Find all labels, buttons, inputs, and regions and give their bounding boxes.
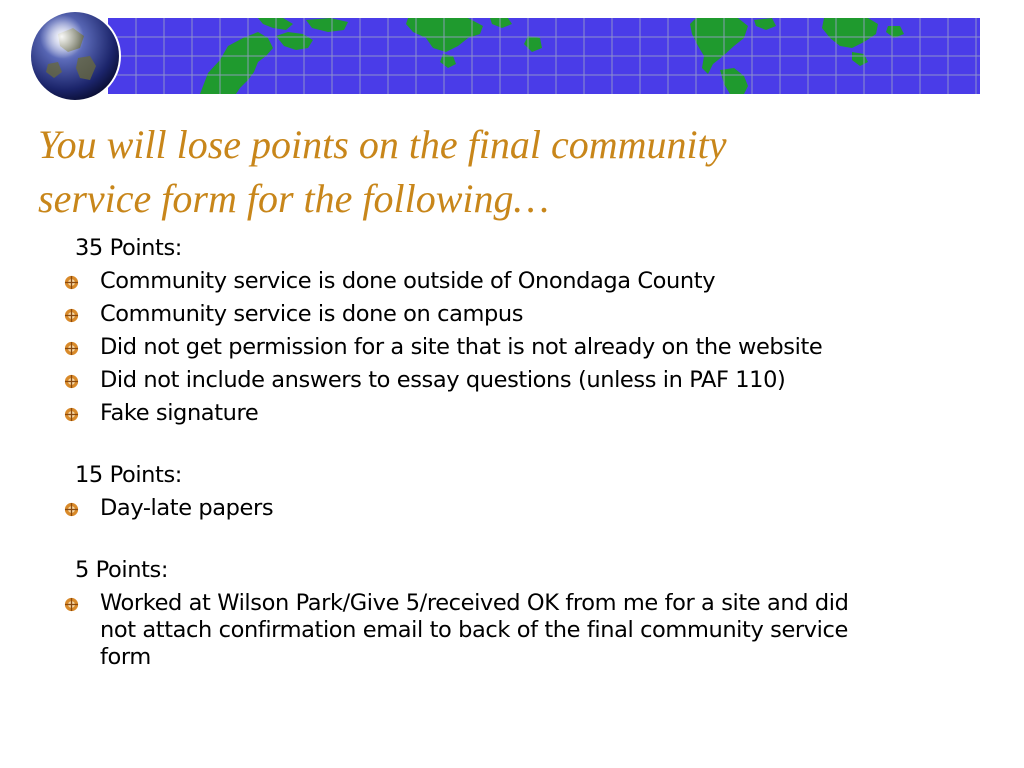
- section-heading: 15 Points:: [75, 462, 182, 488]
- bullet-icon: [64, 374, 79, 389]
- bullet-icon: [64, 275, 79, 290]
- section-heading: 5 Points:: [75, 557, 169, 583]
- section-15-points: [0, 461, 1024, 522]
- slide-title: [38, 118, 968, 226]
- list-item-text: Day-late papers: [100, 495, 274, 521]
- bullet-icon: [64, 597, 79, 612]
- list-item: [0, 367, 890, 394]
- title-line-2: service form for the following…: [38, 176, 550, 221]
- world-map-banner: [108, 18, 980, 94]
- list-item-text: Community service is done on campus: [100, 301, 524, 327]
- bullet-icon: [64, 341, 79, 356]
- list-item: [0, 268, 890, 295]
- globe-icon: [18, 8, 132, 104]
- list-item: [0, 590, 890, 671]
- bullet-list: [0, 590, 1024, 671]
- list-item: [0, 301, 890, 328]
- section-heading: 35 Points:: [75, 235, 182, 261]
- title-line-1: You will lose points on the final community: [38, 122, 727, 167]
- list-item-text: Did not get permission for a site that is not already on the website: [100, 334, 823, 360]
- list-item: [0, 495, 890, 522]
- bullet-icon: [64, 308, 79, 323]
- slide-content: [0, 234, 1024, 677]
- bullet-icon: [64, 502, 79, 517]
- list-item-text: Community service is done outside of Onondaga County: [100, 268, 716, 294]
- bullet-list: [0, 495, 1024, 522]
- list-item-text: Did not include answers to essay questions (unless in PAF 110): [100, 367, 786, 393]
- list-item-text: Worked at Wilson Park/Give 5/received OK from me for a site and did not attach confirmation email to back of the final community service form: [100, 590, 849, 670]
- list-item-text: Fake signature: [100, 400, 259, 426]
- section-35-points: [0, 234, 1024, 427]
- list-item: [0, 334, 890, 361]
- world-map-graphic: [108, 18, 980, 94]
- section-5-points: [0, 556, 1024, 671]
- bullet-list: [0, 268, 1024, 427]
- list-item: [0, 400, 890, 427]
- bullet-icon: [64, 407, 79, 422]
